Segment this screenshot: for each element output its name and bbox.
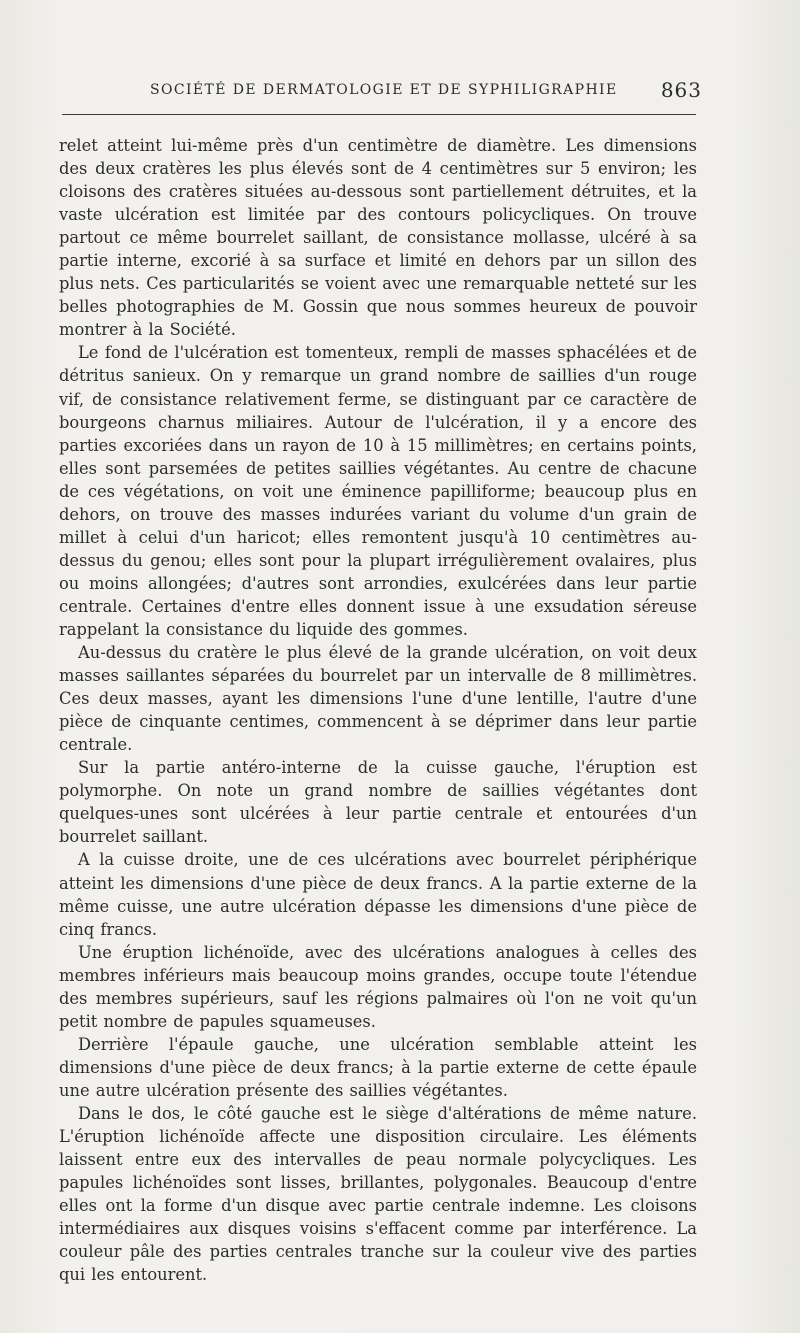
paragraph-back: Dans le dos, le côté gauche est le siège d'altérations de même nature. L'éruption lichénoïde affecte une disposition circulaire. Les éléments laissent entre eux des intervalles de peau normale polycycliques. Les papules lichénoïdes sont lisses, brillantes, polygonales. Beaucoup d'entre elles ont la forme d'un disque avec partie centrale indemne. Les cloisons intermédiaires aux disques voisins s'effacent comme par interférence. La couleur pâle des parties centrales tranche sur la couleur vive des parties qui les entourent. <box>59 1103 697 1285</box>
running-head: SOCIÉTÉ DE DERMATOLOGIE ET DE SYPHILIGRAPHIE <box>150 82 618 98</box>
paragraph-upper-crater: Au-dessus du cratère le plus élevé de la grande ulcération, on voit deux masses saillantes séparées du bourrelet par un intervalle de 8 millimètres. Ces deux masses, ayant les dimensions l'une d'une lentille, l'autre d'une pièce de cinquante centimes, commencent à se déprimer dans leur partie centrale. <box>59 643 697 755</box>
paragraph-left-shoulder: Derrière l'épaule gauche, une ulcération semblable atteint les dimensions d'une pièce de deux francs; à la partie externe de cette épaule une autre ulcération présente des saillies végétantes. <box>59 1034 697 1100</box>
paragraph-continuation: relet atteint lui-même près d'un centimètre de diamètre. Les dimensions des deux cratères les plus élevés sont de 4 centimètres sur 5 environ; les cloisons des cratères situées au-dessous sont partiellement détruites, et la vaste ulcération est limitée par des contours policycliques. On trouve partout ce même bourrelet saillant, de consistance mollasse, ulcéré à sa partie interne, excorié à sa surface et limité en dehors par un sillon des plus nets. Ces particularités se voient avec une remarquable netteté sur les belles photographies de M. Gossin que nous sommes heureux de pouvoir montrer à la Société. <box>59 136 697 340</box>
page-header <box>60 80 700 104</box>
page-number: 863 <box>660 78 702 102</box>
header-rule <box>62 114 696 115</box>
paragraph-ulceration-base: Le fond de l'ulcération est tomenteux, rempli de masses sphacélées et de détritus sanieux. On y remarque un grand nombre de saillies d'un rouge vif, de consistance relativement ferme, se distinguant par ce caractère de bourgeons charnus miliaires. Autour de l'ulcération, il y a encore des parties excoriées dans un rayon de 10 à 15 millimètres; en certains points, elles sont parsemées de petites saillies végétantes. Au centre de chacune de ces végétations, on voit une éminence papilliforme; beaucoup plus en dehors, on trouve des masses indurées variant du volume d'un grain de millet à celui d'un haricot; elles remontent jusqu'à 10 centimètres au-dessus du genou; elles sont pour la plupart irrégulièrement ovalaires, plus ou moins allongées; d'autres sont arrondies, exulcérées dans leur partie centrale. Certaines d'entre elles donnent issue à une exsudation séreuse rappelant la consistance du liquide des gommes. <box>59 343 697 639</box>
paragraph-left-thigh: Sur la partie antéro-interne de la cuisse gauche, l'éruption est polymorphe. On note un grand nombre de saillies végétantes dont quelques-unes sont ulcérées à leur partie centrale et entourées d'un bourrelet saillant. <box>59 758 697 847</box>
body-text <box>59 134 697 1286</box>
paragraph-lichenoid-eruption: Une éruption lichénoïde, avec des ulcérations analogues à celles des membres inférieurs mais beaucoup moins grandes, occupe toute l'étendue des membres supérieurs, sauf les régions palmaires où l'on ne voit qu'un petit nombre de papules squameuses. <box>59 942 697 1031</box>
paragraph-right-thigh: A la cuisse droite, une de ces ulcérations avec bourrelet périphérique atteint les dimensions d'une pièce de deux francs. A la partie externe de la même cuisse, une autre ulcération dépasse les dimensions d'une pièce de cinq francs. <box>59 850 697 939</box>
